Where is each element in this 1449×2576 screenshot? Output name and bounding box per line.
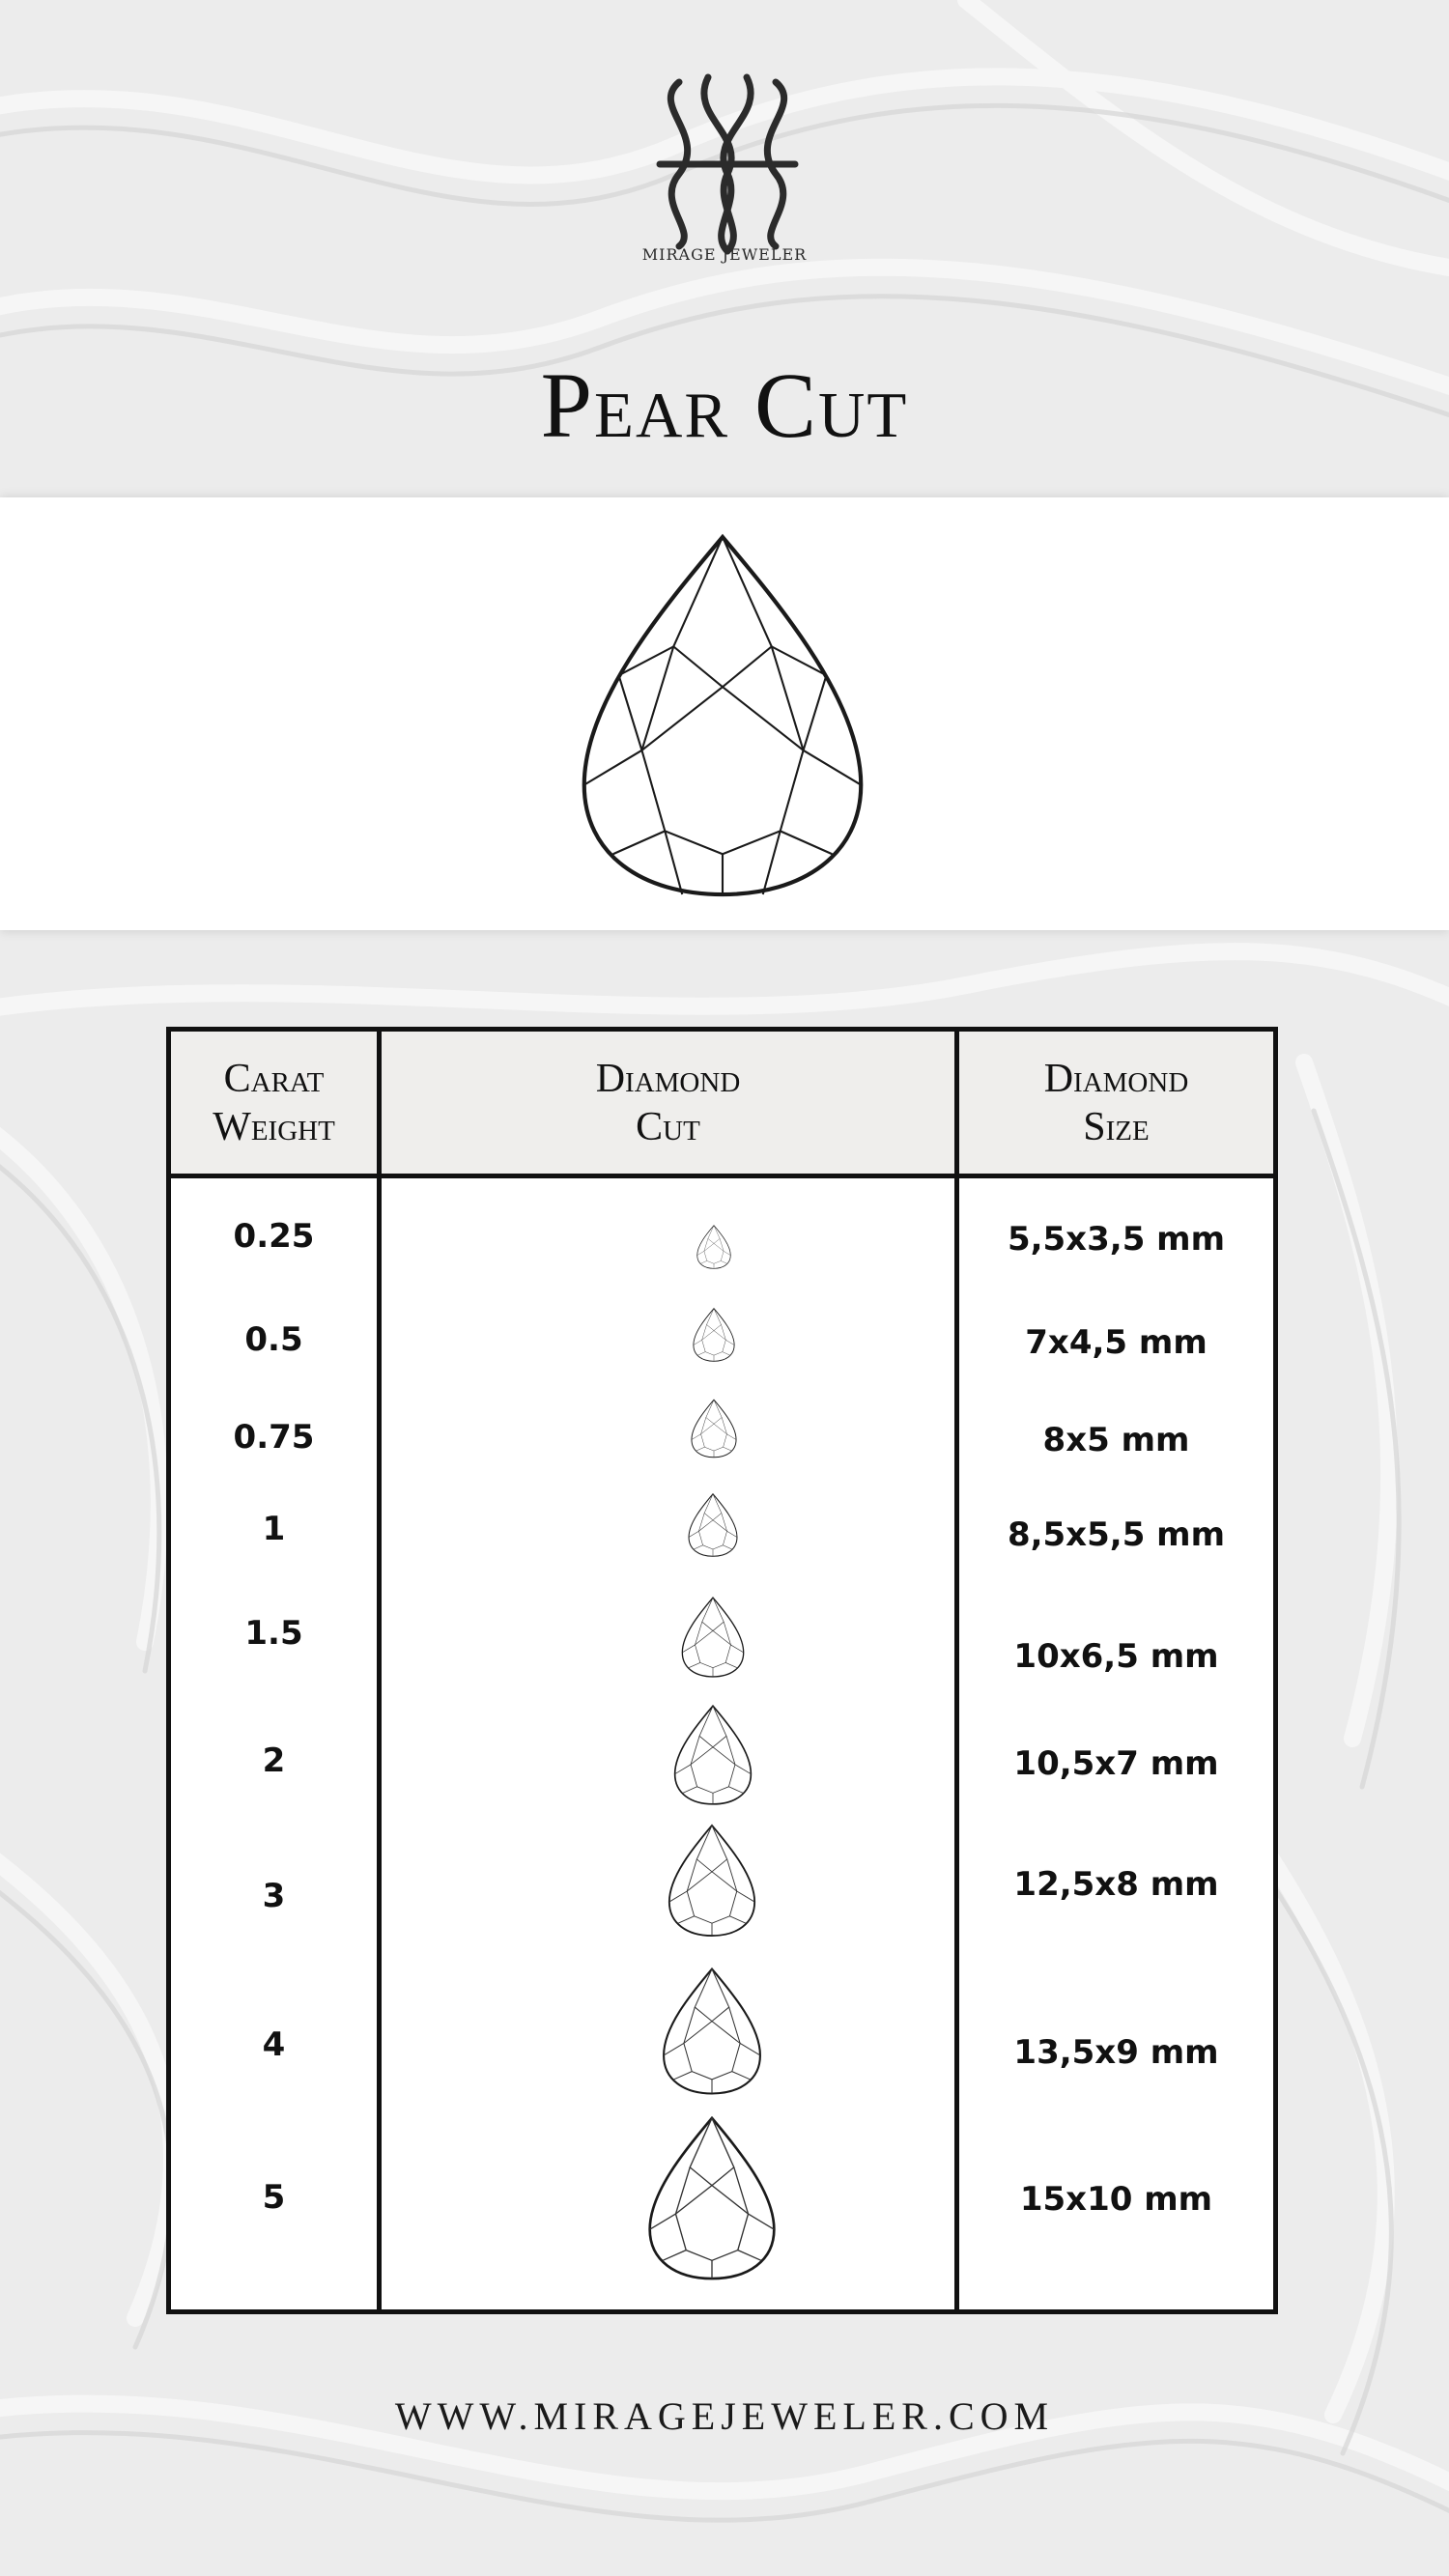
carat-cell: 3 bbox=[262, 1877, 286, 1915]
header-carat-weight bbox=[171, 1032, 377, 1174]
pear-diamond-icon bbox=[662, 1959, 762, 2104]
size-cell: 10,5x7 mm bbox=[1013, 1744, 1219, 1783]
column-divider bbox=[377, 1032, 382, 2309]
size-cell: 8,5x5,5 mm bbox=[1007, 1515, 1226, 1554]
pear-diamond-icon bbox=[647, 2109, 777, 2288]
size-cell: 8x5 mm bbox=[1042, 1421, 1190, 1459]
pear-diamond-icon bbox=[688, 1487, 738, 1563]
pear-diamond-icon bbox=[696, 1219, 731, 1275]
carat-cell: 0.25 bbox=[233, 1217, 315, 1256]
header-carat-line2: Weight bbox=[213, 1104, 335, 1149]
carat-cell: 0.5 bbox=[244, 1320, 303, 1359]
carat-cell: 5 bbox=[262, 2178, 286, 2217]
header-diamond-size bbox=[959, 1032, 1273, 1174]
pear-diamond-icon bbox=[668, 1817, 756, 1944]
brand-name: MIRAGE JEWELER bbox=[641, 245, 808, 264]
website-link[interactable]: WWW.MIRAGEJEWELER.COM bbox=[394, 2394, 1055, 2438]
size-cell: 12,5x8 mm bbox=[1013, 1865, 1219, 1904]
page-title: Pear Cut bbox=[540, 354, 909, 457]
size-cell: 15x10 mm bbox=[1019, 2180, 1213, 2219]
pear-diamond-icon bbox=[681, 1588, 745, 1686]
pear-diamond-icon bbox=[673, 1696, 753, 1814]
size-cell: 5,5x3,5 mm bbox=[1007, 1220, 1226, 1259]
pear-diamond-hero-icon bbox=[578, 531, 867, 900]
size-cell: 7x4,5 mm bbox=[1025, 1323, 1208, 1362]
header-size-line1: Diamond bbox=[1043, 1056, 1189, 1101]
header-size-line2: Size bbox=[1083, 1104, 1150, 1149]
size-chart-table bbox=[166, 1027, 1278, 2314]
table-header-row bbox=[171, 1032, 1273, 1178]
carat-cell: 1 bbox=[262, 1510, 286, 1548]
carat-cell: 4 bbox=[262, 2025, 286, 2064]
mirage-jeweler-logo bbox=[640, 68, 814, 261]
header-cut-line2: Cut bbox=[636, 1104, 700, 1149]
carat-cell: 2 bbox=[262, 1741, 286, 1780]
carat-cell: 0.75 bbox=[233, 1418, 315, 1457]
size-cell: 10x6,5 mm bbox=[1013, 1637, 1219, 1676]
pear-diamond-icon bbox=[693, 1303, 735, 1367]
header-cut-line1: Diamond bbox=[595, 1056, 741, 1101]
pear-diamond-icon bbox=[691, 1394, 737, 1463]
carat-cell: 1.5 bbox=[244, 1614, 303, 1653]
header-diamond-cut bbox=[382, 1032, 954, 1174]
header-carat-line1: Carat bbox=[223, 1056, 325, 1101]
size-cell: 13,5x9 mm bbox=[1013, 2033, 1219, 2072]
